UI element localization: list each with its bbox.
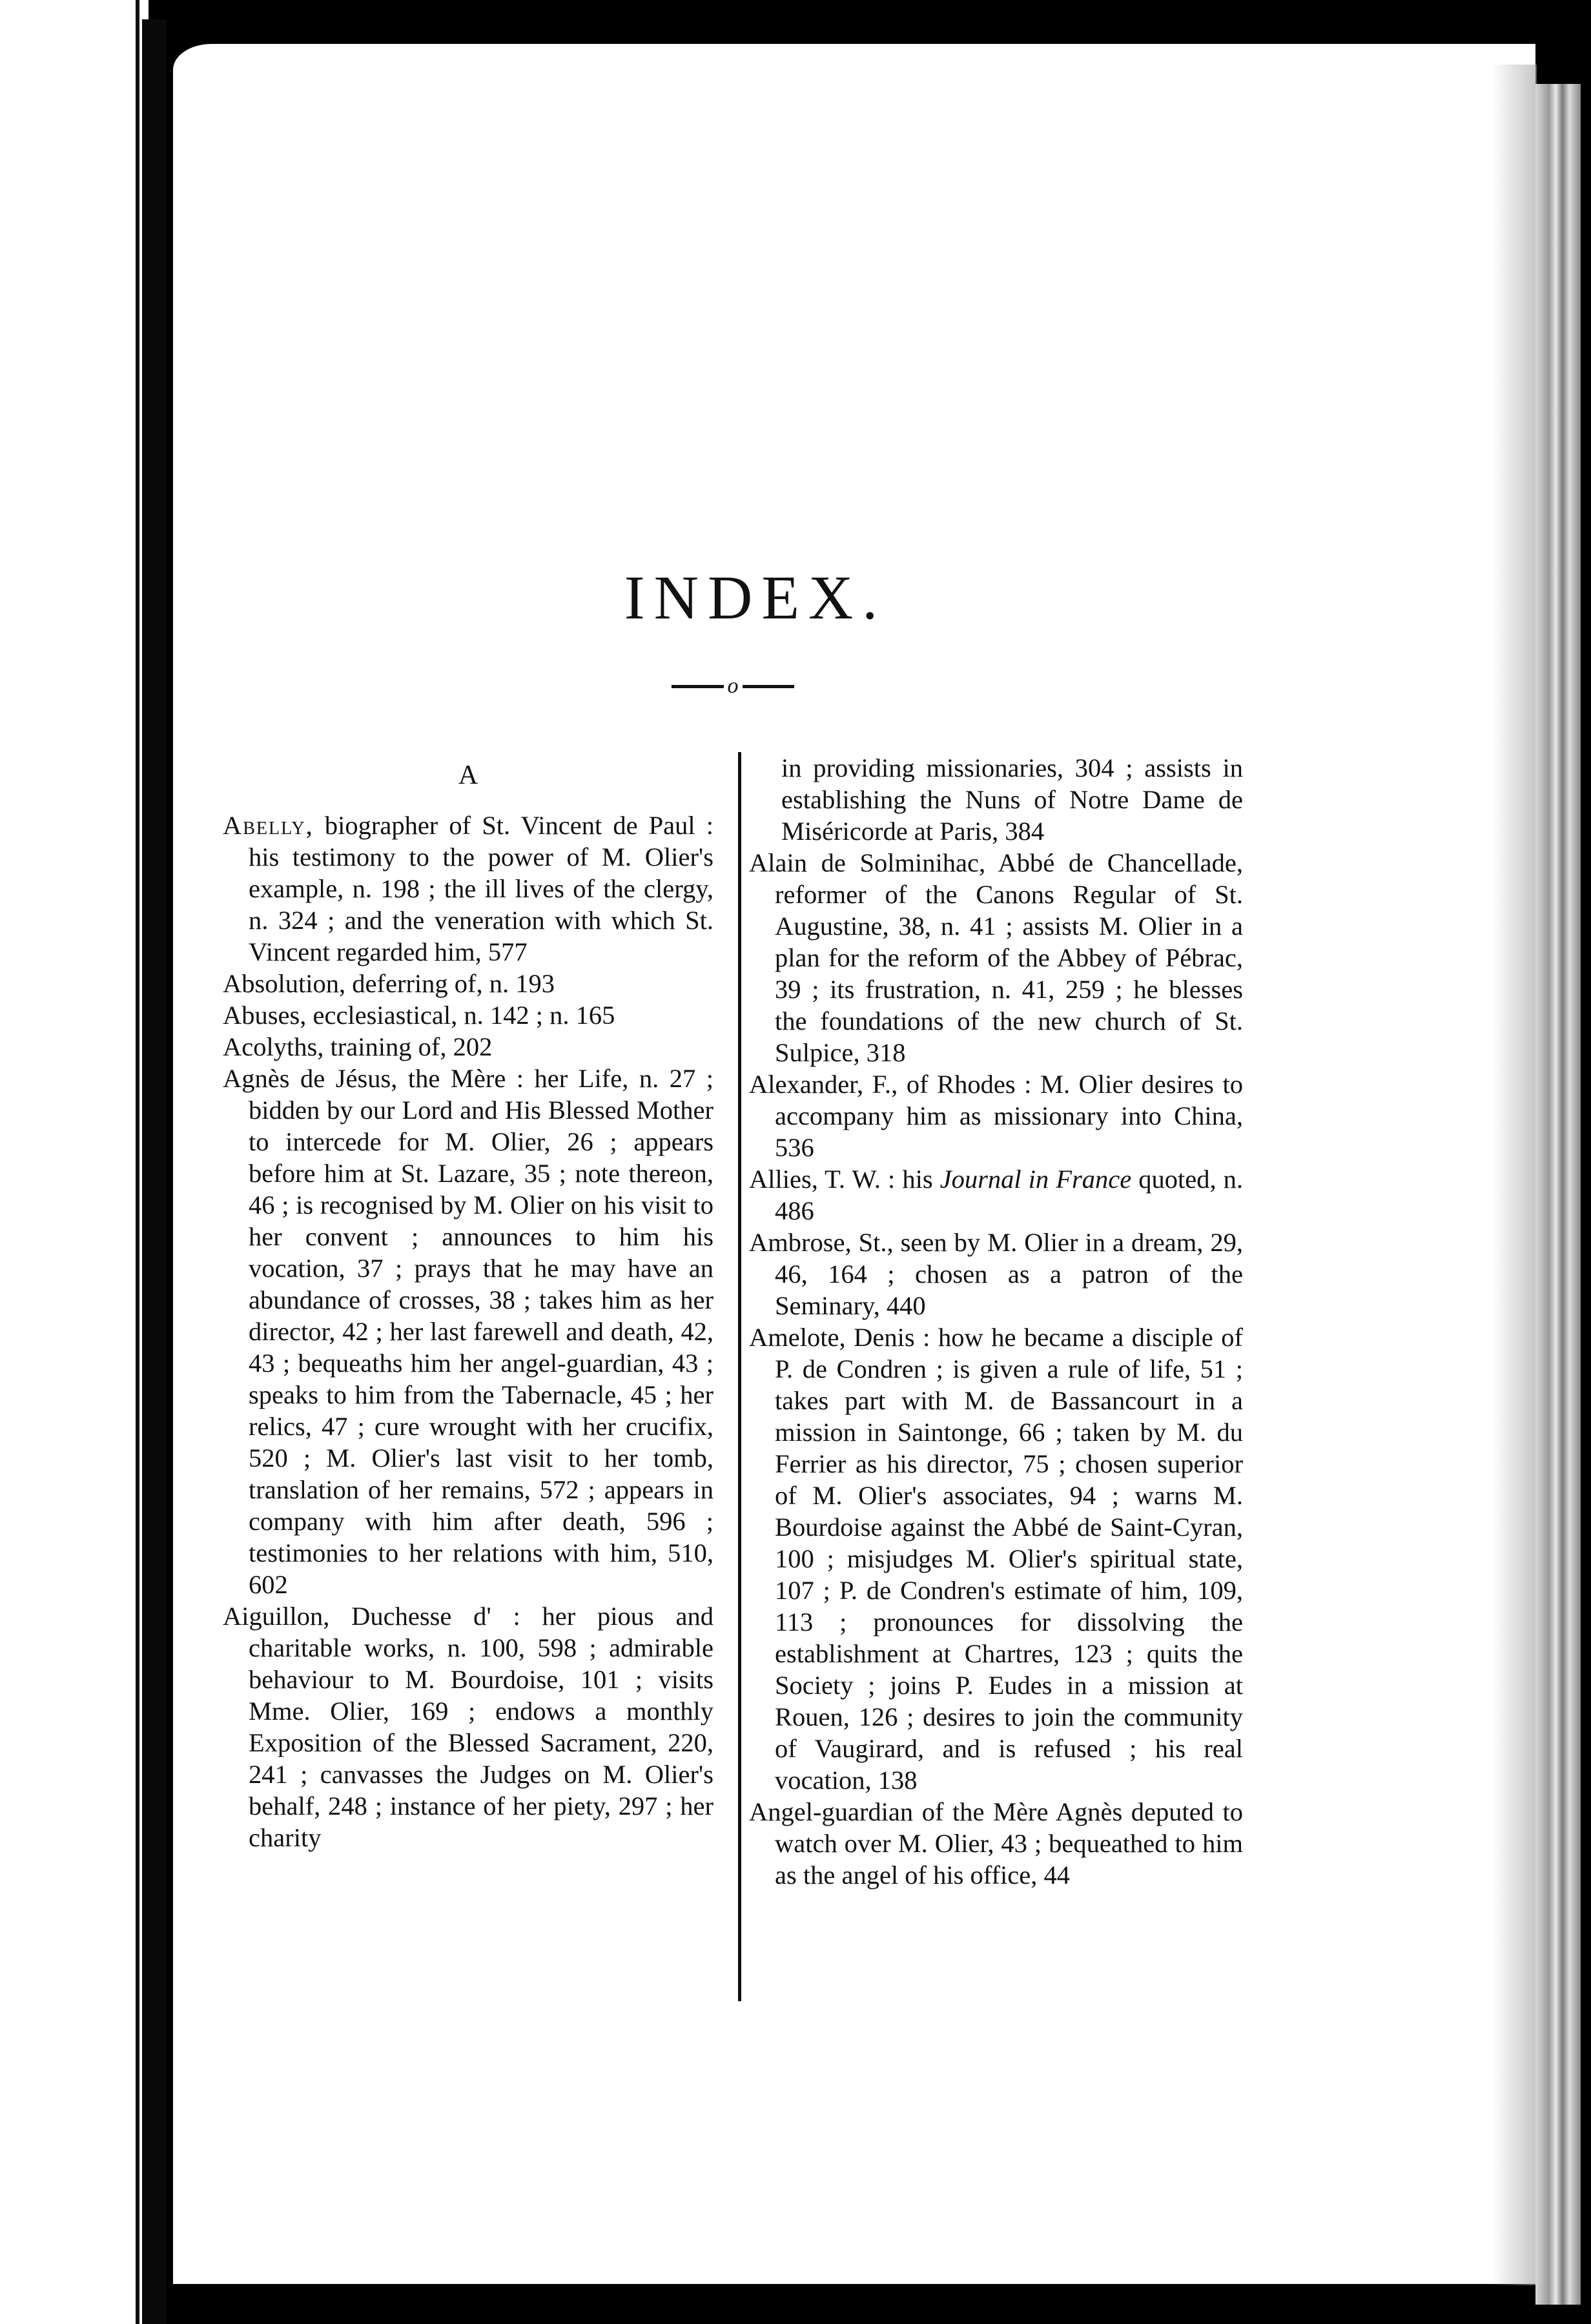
index-entry (749, 1796, 1243, 1891)
index-entry-text: in providing missionaries, 304 ; assists in establishing the Nuns of Notre Dame de Miséricorde at Paris, 384 (781, 753, 1243, 846)
index-entry (223, 810, 713, 968)
rule-ornament-glyph: o (727, 674, 739, 698)
index-entry-text: Absolution, deferring of, n. 193 (223, 969, 555, 998)
binding-shadow (142, 19, 167, 2324)
index-column-right (749, 752, 1243, 1891)
rule-bar-left (672, 685, 724, 688)
index-entry-book-title: Journal in France (939, 1165, 1132, 1194)
index-column-left (223, 752, 713, 1853)
page-curl-shadow (1492, 65, 1537, 2285)
index-entry-text: Angel-guardian of the Mère Agnès deputed to watch over M. Olier, 43 ; bequeathed to him as the angel of his office, 44 (749, 1797, 1243, 1890)
page-gutter-line (136, 0, 139, 2324)
index-entry-text: Amelote, Denis : how he became a disciple of P. de Condren ; is given a rule of life, 51 ; takes part with M. de Bassancourt in a mission in Saintonge, 66 ; taken by M. du Ferrier as his director, 75 ; chosen superior of M. Olier's associates, 94 ; warns M. Bourdoise against the Abbé de Saint-Cyran, 100 ; misjudges M. Olier's spiritual state, 107 ; P. de Condren's estimate of him, 109, 113 ; pronounces for dissolving the establishment at Chartres, 123 ; quits the Society ; joins P. Eudes in a mission at Rouen, 126 ; desires to join the community of Vaugirard, and is refused ; his real vocation, 138 (749, 1323, 1243, 1795)
index-entry-text: Ambrose, St., seen by M. Olier in a dream, 29, 46, 164 ; chosen as a patron of the Seminary, 440 (749, 1228, 1243, 1320)
index-entry (749, 847, 1243, 1068)
index-entry-text: quoted, n. 486 (775, 1165, 1243, 1225)
index-entry-text: Agnès de Jésus, the Mère : her Life, n. 27 ; bidden by our Lord and His Blessed Mother to intercede for M. Olier, 26 ; appears before him at St. Lazare, 35 ; note thereon, 46 ; is recognised by M. Olier on his visit to her convent ; announces to him his vocation, 37 ; prays that he may have an abundance of crosses, 38 ; takes him as her director, 42 ; her last farewell and death, 42, 43 ; bequeaths him her angel-guardian, 43 ; speaks to him from the Tabernacle, 45 ; her relics, 47 ; cure wrought with her crucifix, 520 ; M. Olier's last visit to her tomb, translation of her remains, 572 ; appears in company with him after death, 596 ; testimonies to her relations with him, 510, 602 (223, 1064, 713, 1599)
index-entry (223, 1031, 713, 1063)
index-title: INDEX. (624, 563, 887, 632)
index-entry-text: Alain de Solminihac, Abbé de Chancellade, reformer of the Canons Regular of St. Augustine, 38, n. 41 ; assists M. Olier in a plan for the reform of the Abbey of Pébrac, 39 ; its frustration, n. 41, 259 ; he blesses the foundations of the new church of St. Sulpice, 318 (749, 848, 1243, 1067)
index-entry-text: Acolyths, training of, 202 (223, 1032, 493, 1061)
index-entry (223, 1600, 713, 1853)
index-entry (749, 1163, 1243, 1227)
index-entry-text: Alexander, F., of Rhodes : M. Olier desires to accompany him as missionary into China, 536 (749, 1070, 1243, 1162)
index-entry (749, 1227, 1243, 1321)
index-entry (749, 1068, 1243, 1163)
index-entry-text: biographer of St. Vincent de Paul : his testimony to the power of M. Olier's example, n. 198 ; the ill lives of the clergy, n. 324 ; and the veneration with which St. Vincent regarded him, 577 (249, 811, 713, 966)
title-rule-ornament (672, 674, 794, 698)
index-entry (223, 968, 713, 999)
index-entry (749, 1321, 1243, 1796)
index-entry-text: Abuses, ecclesiastical, n. 142 ; n. 165 (223, 1001, 615, 1030)
facing-page-edge (0, 0, 149, 2324)
index-entry (223, 1063, 713, 1600)
stacked-page-edges (1535, 84, 1581, 2305)
index-entry (223, 999, 713, 1031)
rule-bar-right (743, 685, 795, 688)
section-letter: A (458, 760, 478, 790)
index-entry-continuation (749, 752, 1243, 847)
index-entry-head: Abelly, (223, 811, 314, 840)
column-divider (738, 752, 741, 2001)
index-entry-text: Aiguillon, Duchesse d' : her pious and charitable works, n. 100, 598 ; admirable behaviour to M. Bourdoise, 101 ; visits Mme. Olier, 169 ; endows a monthly Exposition of the Blessed Sacrament, 220, 241 ; canvasses the Judges on M. Olier's behalf, 248 ; instance of her piety, 297 ; her charity (223, 1602, 713, 1852)
index-entry-text: Allies, T. W. : his (749, 1165, 940, 1194)
